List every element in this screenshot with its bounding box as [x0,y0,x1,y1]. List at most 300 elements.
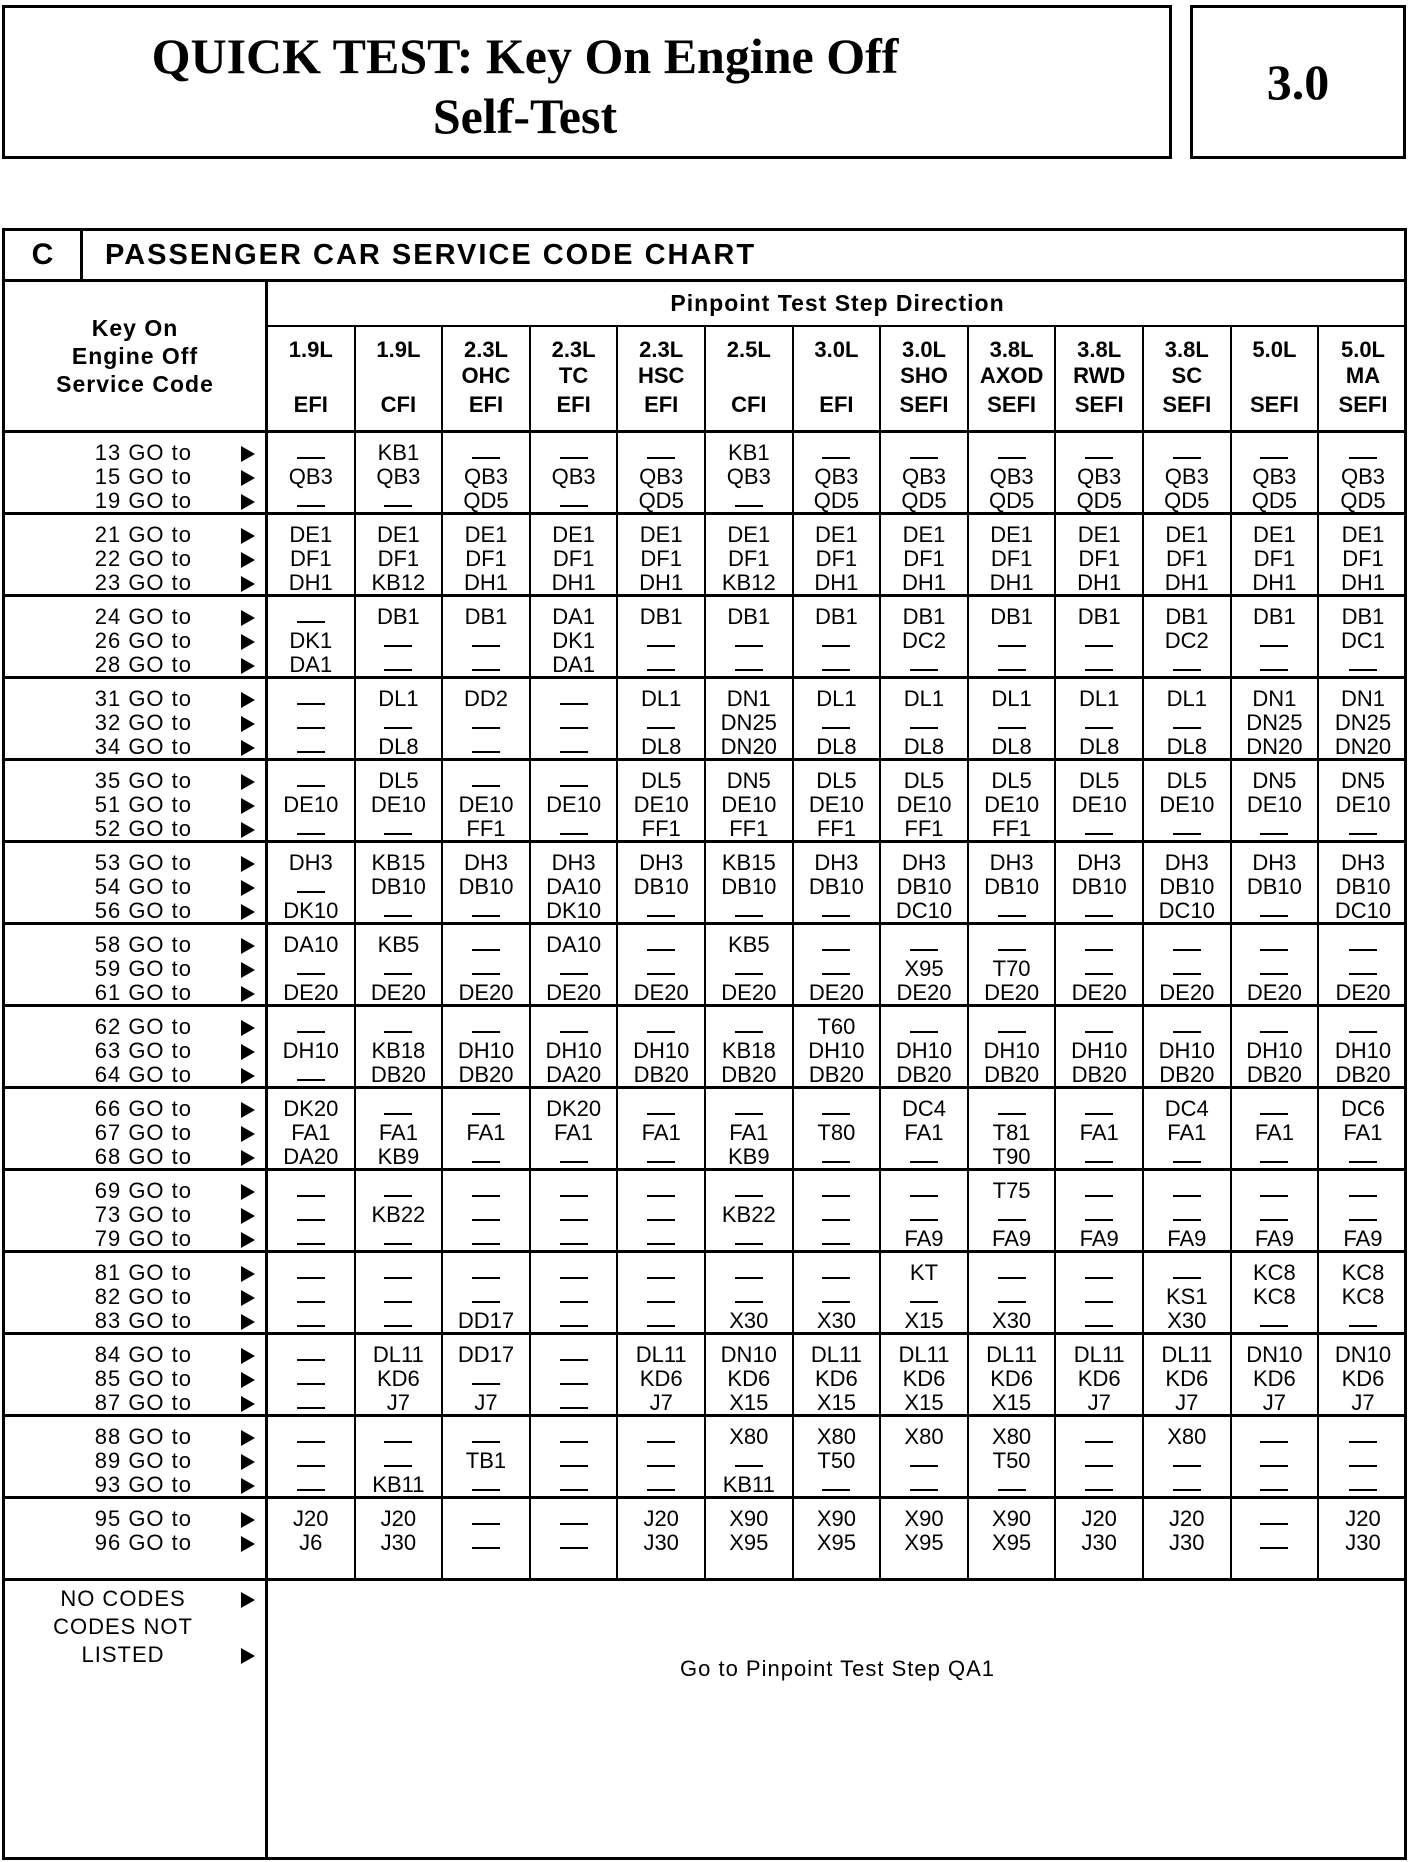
table-cell [794,1007,882,1089]
cell-value [1232,897,1318,925]
cell-value: DB1 [464,604,508,629]
cell-value: DH1 [288,570,333,595]
cell-value: DF1 [990,546,1033,571]
dash-mark [1349,1031,1377,1033]
table-cell [1232,1171,1320,1253]
cell-value: X90 [729,1506,769,1531]
table-cell [1232,1253,1320,1335]
dash-mark [1260,833,1288,835]
arrow-right-icon [241,880,255,896]
table-cell [531,1171,619,1253]
table-cell [1144,843,1232,925]
go-to-text: GO to [128,1202,192,1227]
arrow-right-icon [241,904,255,920]
cell-value: DH10 [545,1038,602,1063]
cell-value: QB3 [288,464,333,489]
cell-value: KC8 [1252,1260,1296,1285]
dash-mark [297,1219,325,1221]
cell-value: FF1 [992,816,1032,841]
dash-mark [1173,1465,1201,1467]
dash-mark [297,785,325,787]
dash-mark [998,1489,1026,1491]
cell-value: DB10 [896,874,952,899]
cell-value: DC10 [1334,898,1392,923]
cell-value: DL1 [991,686,1032,711]
dash-mark [998,915,1026,917]
table-cell [1144,597,1232,679]
go-to-text: GO to [128,1530,192,1555]
row-header-line-3: Service Code [56,371,214,397]
cell-value: DH1 [551,570,596,595]
cell-value: DH10 [808,1038,865,1063]
service-code-number: 96 [94,1530,122,1555]
dash-mark [1085,1195,1113,1197]
dash-mark [647,915,675,917]
dash-mark [1349,669,1377,671]
cell-value: QD5 [1076,488,1122,513]
table-cell [706,1007,794,1089]
dash-mark [735,1113,763,1115]
cell-value: DL8 [991,734,1032,759]
service-code-text [95,815,192,843]
cell-value: DL1 [1079,686,1120,711]
cell-value: DN10 [720,1342,777,1367]
service-code-line [5,487,268,515]
dash-mark [297,1195,325,1197]
dash-mark [1085,1161,1113,1163]
go-to-text: GO to [128,850,192,875]
service-code-number: 56 [94,898,122,923]
cell-value [1056,1471,1142,1499]
dash-mark [735,973,763,975]
dash-mark [560,1383,588,1385]
go-to-text: GO to [128,1120,192,1145]
dash-mark [647,1301,675,1303]
cell-value: DB1 [727,604,771,629]
go-to-text: GO to [128,1390,192,1415]
arrow-right-icon [241,856,255,872]
service-code-group [5,597,268,679]
cell-value: DH1 [989,570,1034,595]
table-cell [706,1253,794,1335]
column-header-line: EFI [644,392,679,417]
dash-mark [297,1301,325,1303]
service-code-number: 34 [94,734,122,759]
dash-mark [384,833,412,835]
table-cell [1056,515,1144,597]
arrow-right-icon [241,1592,255,1608]
cell-value: DH3 [989,850,1034,875]
cell-value: DD17 [457,1342,515,1367]
dash-mark [1260,1113,1288,1115]
cell-value [1144,1143,1230,1171]
cell-value [356,1225,442,1253]
dash-mark [384,645,412,647]
go-to-text: GO to [128,546,192,571]
column-header-line: 3.0L [814,337,859,362]
cell-value [356,897,442,925]
dash-mark [1173,1031,1201,1033]
dash-mark [1085,645,1113,647]
column-header-line: 2.3L [551,337,596,362]
service-code-number: 22 [94,546,122,571]
cell-value [969,1471,1055,1499]
cell-value: DB20 [721,1062,777,1087]
table-cell [881,433,969,515]
table-cell [1232,1007,1320,1089]
table-cell [794,433,882,515]
cell-value: DN25 [1334,710,1392,735]
cell-value [706,651,792,679]
table-cell [1056,597,1144,679]
service-code-number: 52 [94,816,122,841]
service-code-number: 82 [94,1284,122,1309]
cell-value [443,897,529,925]
cell-value: DE20 [633,980,689,1005]
dash-mark [472,1489,500,1491]
cell-value: KB1 [377,440,420,465]
cell-value: DB20 [370,1062,426,1087]
table-cell [618,1007,706,1089]
table-cell [268,597,356,679]
table-cell [1319,1089,1407,1171]
dash-mark [560,1195,588,1197]
go-to-text: GO to [128,1014,192,1039]
table-cell [794,1253,882,1335]
cell-value: DH3 [1252,850,1297,875]
dash-mark [1260,1547,1288,1549]
page-title [5,26,1045,146]
cell-value: DB1 [1165,604,1209,629]
dash-mark [1173,1489,1201,1491]
table-cell [356,1499,444,1581]
service-code-line [5,1471,268,1499]
table-cell [881,761,969,843]
cell-value: DC2 [901,628,946,653]
cell-value [1232,651,1318,679]
cell-value: DH1 [1340,570,1385,595]
table-cell [268,1253,356,1335]
cell-value [1056,1307,1142,1335]
cell-value: KD6 [1077,1366,1121,1391]
cell-value: DB10 [458,874,514,899]
go-to-text: GO to [128,1424,192,1449]
cell-value: KB11 [372,1472,425,1497]
dash-mark [297,727,325,729]
table-cell [618,1089,706,1171]
dash-mark [472,645,500,647]
cell-value: DL8 [378,734,419,759]
service-code-line [5,897,268,925]
cell-value: X80 [816,1424,856,1449]
dash-mark [472,1243,500,1245]
cell-value: QB3 [376,464,421,489]
table-cell [794,1089,882,1171]
dash-mark [1085,1489,1113,1491]
column-header-line: HSC [637,363,685,388]
cell-value: J30 [1169,1530,1205,1555]
cell-value: T70 [992,956,1031,981]
dash-mark [1260,1523,1288,1525]
dash-mark [1085,1277,1113,1279]
cell-value: J6 [299,1530,323,1555]
table-cell [706,597,794,679]
cell-value: DB20 [1246,1062,1302,1087]
cell-value: DA10 [546,874,602,899]
dash-mark [1260,1195,1288,1197]
dash-mark [297,1277,325,1279]
column-header-line: EFI [819,392,854,417]
dash-mark [1085,727,1113,729]
cell-value: DL5 [1079,768,1120,793]
dash-mark [910,1219,938,1221]
cell-value: DB20 [633,1062,689,1087]
cell-value: DH1 [1077,570,1122,595]
table-cell [969,433,1057,515]
section-number: 3.0 [1190,5,1406,159]
dash-mark [297,621,325,623]
service-code-number: 84 [94,1342,122,1367]
service-code-text [95,897,192,925]
cell-value: DB1 [902,604,946,629]
service-code-line [5,979,268,1007]
dash-mark [998,669,1026,671]
cell-value: DB10 [721,874,777,899]
cell-value [268,1061,354,1089]
cell-value: DL1 [903,686,945,711]
dash-mark [735,1465,763,1467]
service-code-line [5,1307,268,1335]
cell-value: DD17 [457,1308,515,1333]
dash-mark [647,1277,675,1279]
cell-value [706,487,792,515]
cell-value: DE10 [984,792,1040,817]
table-cell [531,515,619,597]
cell-value: DA1 [552,652,595,677]
dash-mark [560,1407,588,1409]
cell-value: QB3 [901,464,946,489]
go-to-text: GO to [128,1038,192,1063]
dash-mark [647,1465,675,1467]
service-code-number: 15 [94,464,122,489]
dash-mark [297,703,325,705]
cell-value [356,487,442,515]
cell-value: J20 [1081,1506,1117,1531]
dash-mark [297,1489,325,1491]
dash-mark [1173,833,1201,835]
go-to-text: GO to [128,898,192,923]
chart-header [5,231,1404,282]
cell-value [1319,1143,1407,1171]
dash-mark [472,949,500,951]
column-header-line: SC [1171,363,1203,388]
table-cell [794,761,882,843]
dash-mark [822,669,850,671]
table-cell [1319,515,1407,597]
table-cell [794,515,882,597]
table-cell [969,1499,1057,1581]
cell-value [1144,815,1230,843]
cell-value: KD6 [376,1366,420,1391]
column-header-line: EFI [556,392,591,417]
arrow-right-icon [241,470,255,486]
dash-mark [1085,915,1113,917]
arrow-right-icon [241,494,255,510]
dash-mark [735,1031,763,1033]
cell-value: KB9 [377,1144,420,1169]
column-header-line: SEFI [1249,392,1299,417]
cell-value: QD5 [638,488,684,513]
cell-value: T60 [817,1014,856,1039]
dash-mark [384,915,412,917]
table-cell [268,761,356,843]
dash-mark [384,1325,412,1327]
cell-value: DE20 [370,980,426,1005]
table-cell [794,1417,882,1499]
footer-instruction: Go to Pinpoint Test Step QA1 [680,1656,995,1681]
dash-mark [1349,833,1377,835]
dash-mark [998,1113,1026,1115]
table-cell [443,515,531,597]
cell-value: QB3 [551,464,596,489]
dash-mark [910,1031,938,1033]
table-cell [969,925,1057,1007]
table-cell [969,1171,1057,1253]
table-cell [356,761,444,843]
table-cell [531,761,619,843]
cell-value: DC6 [1340,1096,1385,1121]
table-cell [706,515,794,597]
column-header-line: CFI [380,392,417,417]
footer-arrow-line [5,1641,268,1669]
service-code-number: 69 [94,1178,122,1203]
dash-mark [1085,457,1113,459]
arrow-right-icon [241,1126,255,1142]
arrow-right-icon [241,774,255,790]
cell-value: DE1 [814,522,858,547]
column-header-line: 1.9L [376,337,421,362]
arrow-right-icon [241,658,255,674]
table-cell [794,843,882,925]
dash-mark [822,973,850,975]
arrow-right-icon [241,446,255,462]
cell-value: DE10 [808,792,864,817]
cell-value: DA1 [552,604,595,629]
cell-value: DH3 [463,850,508,875]
go-to-text: GO to [128,652,192,677]
arrow-right-icon [241,1102,255,1118]
column-header-line: SEFI [987,392,1037,417]
dash-mark [560,1031,588,1033]
cell-value: DL5 [641,768,682,793]
column-header-line: CFI [731,392,767,417]
column-header [706,327,794,433]
dash-mark [735,1243,763,1245]
cell-value [1056,1143,1142,1171]
table-cell [881,1417,969,1499]
dash-mark [647,1219,675,1221]
table-cell [881,515,969,597]
service-code-number: 28 [94,652,122,677]
cell-value [531,1307,617,1335]
table-cell [531,1417,619,1499]
cell-value [268,1307,354,1335]
cell-value: X30 [816,1308,856,1333]
cell-value: J20 [380,1506,417,1531]
service-code-text [95,1471,192,1499]
dash-mark [1085,1113,1113,1115]
cell-value: KD6 [814,1366,858,1391]
dash-mark [384,973,412,975]
table-cell [706,433,794,515]
dash-mark [472,1113,500,1115]
service-code-number: 88 [94,1424,122,1449]
cell-value: DE20 [1335,980,1391,1005]
table-cell [1144,1007,1232,1089]
cell-value: DL11 [810,1342,862,1367]
go-to-text: GO to [128,1096,192,1121]
go-to-text: GO to [128,1178,192,1203]
cell-value: T90 [992,1144,1031,1169]
table-cell [618,843,706,925]
cell-value: DN25 [1246,710,1303,735]
cell-value [1056,651,1142,679]
dash-mark [560,1465,588,1467]
cell-value: J30 [1081,1530,1117,1555]
dash-mark [472,1547,500,1549]
dash-mark [384,1113,412,1115]
cell-value: DK10 [283,898,339,923]
cell-value: J20 [643,1506,679,1531]
cell-value: DB10 [1071,874,1127,899]
arrow-right-icon [241,1648,255,1664]
cell-value: DA1 [289,652,333,677]
dash-mark [647,973,675,975]
table-cell [356,597,444,679]
cell-value: X15 [729,1390,769,1415]
dash-mark [1085,949,1113,951]
cell-value [268,733,354,761]
dash-mark [910,1195,938,1197]
table-cell [1232,1335,1320,1417]
dash-mark [1349,973,1377,975]
cell-value: DE20 [1246,980,1302,1005]
table-cell [706,1335,794,1417]
cell-value: DB20 [1071,1062,1127,1087]
dash-mark [472,785,500,787]
service-code-text [95,1529,192,1557]
service-code-number: 24 [94,604,122,629]
cell-value: FA1 [1167,1120,1207,1145]
cell-value [1144,1471,1230,1499]
service-code-number: 19 [94,488,122,513]
service-code-group [5,1335,268,1417]
cell-value [706,897,792,925]
table-cell [1056,433,1144,515]
cell-value: DH1 [901,570,946,595]
dash-mark [1173,457,1201,459]
go-to-text: GO to [128,956,192,981]
column-header-line: 3.8L [989,337,1034,362]
table-cell [618,1499,706,1581]
dash-mark [910,669,938,671]
cell-value: DH10 [1334,1038,1392,1063]
table-cell [1319,843,1407,925]
cell-value: DN1 [726,686,771,711]
cell-value: DB1 [1252,604,1296,629]
table-cell [969,1007,1057,1089]
dash-mark [647,1325,675,1327]
